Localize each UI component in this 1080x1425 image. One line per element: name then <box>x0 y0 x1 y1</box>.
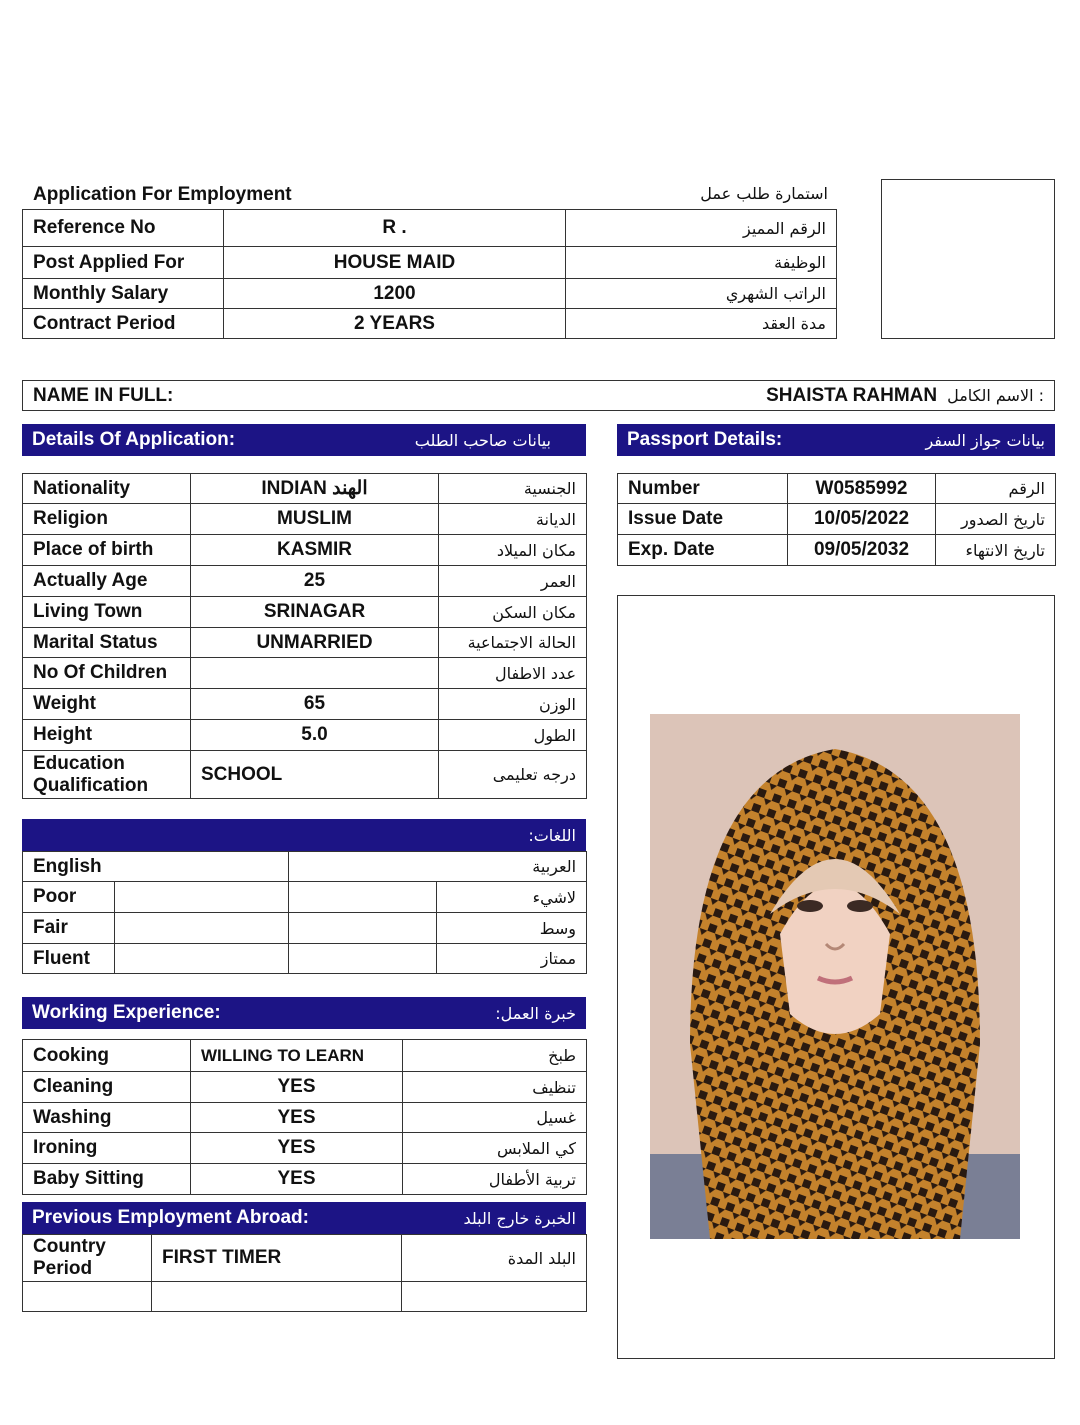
table-row <box>23 504 587 535</box>
row-label: Monthly Salary <box>23 279 224 309</box>
row-label: Nationality <box>23 474 191 504</box>
photo-box-small <box>881 179 1055 339</box>
form-title-ar: استمارة طلب عمل <box>700 184 828 203</box>
applicant-photo <box>650 714 1020 1239</box>
row-label: Living Town <box>23 597 191 628</box>
table-row <box>23 210 837 247</box>
table-row <box>23 1282 587 1312</box>
level-arabic-cell <box>289 882 437 913</box>
row-value: KASMIR <box>191 535 439 566</box>
row-value: 65 <box>191 689 439 720</box>
row-label: Ironing <box>23 1133 191 1164</box>
row-label: Height <box>23 720 191 751</box>
table-row <box>618 504 1056 535</box>
row-label-ar: تنظيف <box>403 1072 587 1103</box>
row-label: Religion <box>23 504 191 535</box>
row-label-ar: الجنسية <box>439 474 587 504</box>
level-label: Fluent <box>23 944 115 974</box>
row-label-ar: العمر <box>439 566 587 597</box>
row-value: YES <box>191 1103 403 1133</box>
table-row <box>23 944 587 974</box>
table-row <box>23 474 587 504</box>
empty-cell <box>152 1282 402 1312</box>
row-label-ar: مكان الميلاد <box>439 535 587 566</box>
table-row <box>23 1072 587 1103</box>
table-row <box>23 597 587 628</box>
row-label: Marital Status <box>23 628 191 658</box>
country-period-label <box>23 1235 152 1282</box>
row-value: 5.0 <box>191 720 439 751</box>
row-value: 25 <box>191 566 439 597</box>
full-name-value: SHAISTA RAHMAN <box>766 384 938 406</box>
table-row <box>23 566 587 597</box>
table-row <box>23 247 837 279</box>
row-label-ar: تاريخ الانتهاء <box>936 535 1056 566</box>
education-label-ar: درجه تعليمى <box>439 751 587 799</box>
row-label-ar: الرقم المميز <box>566 210 837 247</box>
row-value: YES <box>191 1133 403 1164</box>
row-label: No Of Children <box>23 658 191 689</box>
row-label: Actually Age <box>23 566 191 597</box>
table-row <box>23 689 587 720</box>
row-label: Issue Date <box>618 504 788 535</box>
full-name-label-ar: : الاسم الكامل <box>947 386 1044 405</box>
language-arabic: العربية <box>289 852 587 882</box>
details-header-band <box>22 424 586 456</box>
table-row <box>23 751 587 799</box>
row-label: Place of birth <box>23 535 191 566</box>
row-label: Exp. Date <box>618 535 788 566</box>
row-label: Cooking <box>23 1040 191 1072</box>
table-row <box>23 628 587 658</box>
row-value: UNMARRIED <box>191 628 439 658</box>
row-label: Cleaning <box>23 1072 191 1103</box>
table-row <box>23 535 587 566</box>
table-row <box>23 720 587 751</box>
row-label-ar: تاريخ الصدور <box>936 504 1056 535</box>
table-row <box>23 1133 587 1164</box>
empty-cell <box>402 1282 587 1312</box>
header-table <box>22 209 837 339</box>
row-label-ar: عدد الاطفال <box>439 658 587 689</box>
row-label-ar: الوظيفة <box>566 247 837 279</box>
level-label-ar: لاشيء <box>437 882 587 913</box>
empty-cell <box>23 1282 152 1312</box>
table-row <box>618 474 1056 504</box>
form-title-en: Application For Employment <box>33 184 292 205</box>
row-value: MUSLIM <box>191 504 439 535</box>
languages-title-ar: اللغات: <box>528 825 576 845</box>
level-label-ar: ممتاز <box>437 944 587 974</box>
experience-title-ar: خبرة العمل: <box>495 1003 576 1023</box>
level-label: Fair <box>23 913 115 944</box>
row-label-ar: الرقم <box>936 474 1056 504</box>
row-label-ar: مدة العقد <box>566 309 837 339</box>
passport-title: Passport Details: <box>627 429 783 450</box>
row-label-ar: طبخ <box>403 1040 587 1072</box>
row-value: 2 YEARS <box>224 309 566 339</box>
passport-table <box>617 473 1056 566</box>
full-name-row <box>22 380 1055 411</box>
education-value: SCHOOL <box>191 751 439 799</box>
row-value: SRINAGAR <box>191 597 439 628</box>
row-label-ar: الحالة الاجتماعية <box>439 628 587 658</box>
country-period-label-ar: البلد المدة <box>402 1235 587 1282</box>
table-row <box>618 535 1056 566</box>
previous-employment-band <box>22 1202 586 1234</box>
full-name-label: NAME IN FULL: <box>33 384 174 406</box>
row-value: 09/05/2032 <box>788 535 936 566</box>
row-value: R . <box>224 210 566 247</box>
row-value: W0585992 <box>788 474 936 504</box>
table-row <box>23 279 837 309</box>
level-english-cell <box>115 882 289 913</box>
row-label-ar: كي الملابس <box>403 1133 587 1164</box>
row-value <box>191 658 439 689</box>
row-label-ar: الراتب الشهري <box>566 279 837 309</box>
table-row <box>23 658 587 689</box>
country-label: Country <box>33 1236 106 1257</box>
experience-table <box>22 1039 587 1195</box>
table-row <box>23 913 587 944</box>
row-label: Washing <box>23 1103 191 1133</box>
details-table <box>22 473 587 799</box>
level-arabic-cell <box>289 944 437 974</box>
table-row <box>23 1164 587 1195</box>
row-label: Reference No <box>23 210 224 247</box>
education-label <box>23 751 191 799</box>
row-label-ar: الطول <box>439 720 587 751</box>
table-row <box>23 882 587 913</box>
row-value: INDIAN الهند <box>191 474 439 504</box>
row-label-ar: غسيل <box>403 1103 587 1133</box>
row-label: Contract Period <box>23 309 224 339</box>
table-row <box>23 1235 587 1282</box>
row-label: Baby Sitting <box>23 1164 191 1195</box>
row-value: 10/05/2022 <box>788 504 936 535</box>
period-label: Period <box>33 1258 93 1279</box>
language-english: English <box>23 852 289 882</box>
row-label-ar: الديانة <box>439 504 587 535</box>
education-label-line1: Education <box>33 752 125 774</box>
row-value: YES <box>191 1164 403 1195</box>
passport-header-band <box>617 424 1055 456</box>
row-label: Post Applied For <box>23 247 224 279</box>
previous-title-ar: الخبرة خارج البلد <box>463 1208 576 1228</box>
level-english-cell <box>115 944 289 974</box>
row-label-ar: تربية الأطفال <box>403 1164 587 1195</box>
level-label-ar: وسط <box>437 913 587 944</box>
row-label-ar: الوزن <box>439 689 587 720</box>
details-title-ar: بيانات صاحب الطلب <box>414 430 551 450</box>
experience-title: Working Experience: <box>32 1002 221 1023</box>
level-english-cell <box>115 913 289 944</box>
row-label-ar: مكان السكن <box>439 597 587 628</box>
table-row <box>23 852 587 882</box>
table-row <box>23 1103 587 1133</box>
row-value: YES <box>191 1072 403 1103</box>
passport-title-ar: بيانات جواز السفر <box>925 430 1045 450</box>
table-row <box>23 309 837 339</box>
details-title: Details Of Application: <box>32 429 236 450</box>
row-label: Number <box>618 474 788 504</box>
level-label: Poor <box>23 882 115 913</box>
row-label: Weight <box>23 689 191 720</box>
row-value: 1200 <box>224 279 566 309</box>
previous-employment-table <box>22 1234 587 1312</box>
table-row <box>23 1040 587 1072</box>
row-value: WILLING TO LEARN <box>191 1040 403 1072</box>
languages-table <box>22 851 587 974</box>
previous-value: FIRST TIMER <box>152 1235 402 1282</box>
level-arabic-cell <box>289 913 437 944</box>
previous-title: Previous Employment Abroad: <box>32 1207 309 1228</box>
row-value: HOUSE MAID <box>224 247 566 279</box>
education-label-line2: Qualification <box>33 774 149 796</box>
experience-header-band <box>22 997 586 1029</box>
languages-header-band <box>22 819 586 851</box>
